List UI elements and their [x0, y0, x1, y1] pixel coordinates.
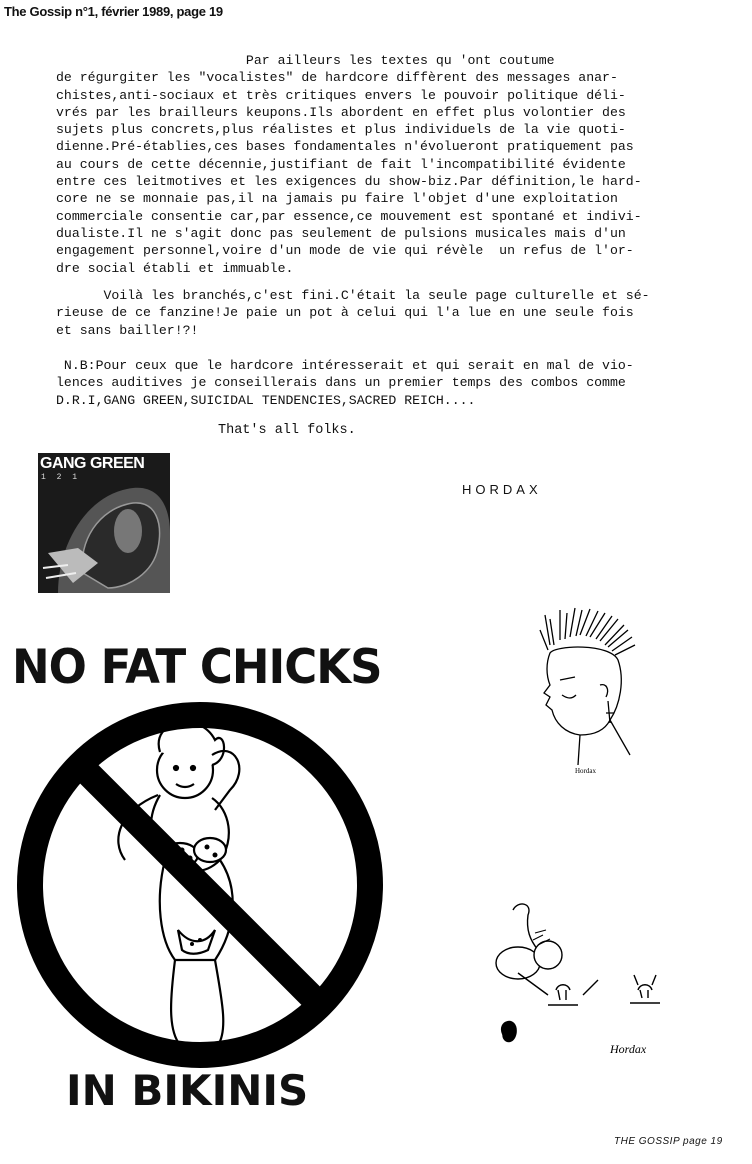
article-paragraph-1: Par ailleurs les textes qu 'ont coutume de régurgiter les "vocalistes" de hardcore diffèrent des messages anar- chistes,anti-sociaux et très critiques envers le pouvoir politique déli- vrés par les brailleurs keupons.Ils abordent en effet plus volontier des sujets plus concrets,plus réalistes et plus individuels de la vie quoti- dienne.Pré-établies,ces bases fondamentales n'évolueront pratiquement pas au cours de cette décennie,justifiant de fait l'incompatibilité évidente entre ces leitmotives et les exigences du show-biz.Par définition,le hard- core ne se monnaie pas,il na jamais pu faire l'objet d'une exploitation commerciale consentie car,par essence,ce mouvement est spontané et indivi- dualiste.Il ne s'agit donc pas seulement de pulsions musicales mais d'un engagement personnel,voire d'un mode de vie qui révèle un refus de l'or- dre social établi et immuable.: [56, 53, 642, 276]
punk-drawing-signature: Hordax: [575, 767, 596, 775]
article-paragraph-nb: N.B:Pour ceux que le hardcore intéresserait et qui serait en mal de vio- lences auditives je conseillerais dans un premier temps des combos comme D.R.I,GANG GREEN,SUICIDAL TENDENCIES,SACRED REICH....: [56, 358, 634, 408]
poster-headline: NO FAT CHICKS: [12, 638, 382, 695]
album-artwork: [38, 453, 170, 593]
cartoon-doodles: [488, 895, 688, 1065]
cartoon-signature: Hordax: [610, 1042, 647, 1056]
page-footer: THE GOSSIP page 19: [614, 1136, 723, 1147]
album-subtitle: 1 2 1: [41, 473, 81, 482]
poster-footline: IN BIKINIS: [66, 1066, 309, 1115]
author-signature: HORDAX: [462, 482, 542, 497]
page-header: The Gossip n°1, février 1989, page 19: [4, 4, 223, 19]
closing-line: That's all folks.: [218, 423, 356, 438]
article-paragraph-2: Voilà les branchés,c'est fini.C'était la seule page culturelle et sé- rieuse de ce fanzine!Je paie un pot à celui qui l'a lue en une seule fois et sans bailler!?!: [56, 288, 650, 338]
album-title: GANG GREEN: [40, 455, 145, 472]
gang-green-album-cover: [38, 453, 170, 593]
no-fat-chicks-illustration: [0, 700, 400, 1070]
punk-mohawk-drawing: [520, 605, 660, 775]
